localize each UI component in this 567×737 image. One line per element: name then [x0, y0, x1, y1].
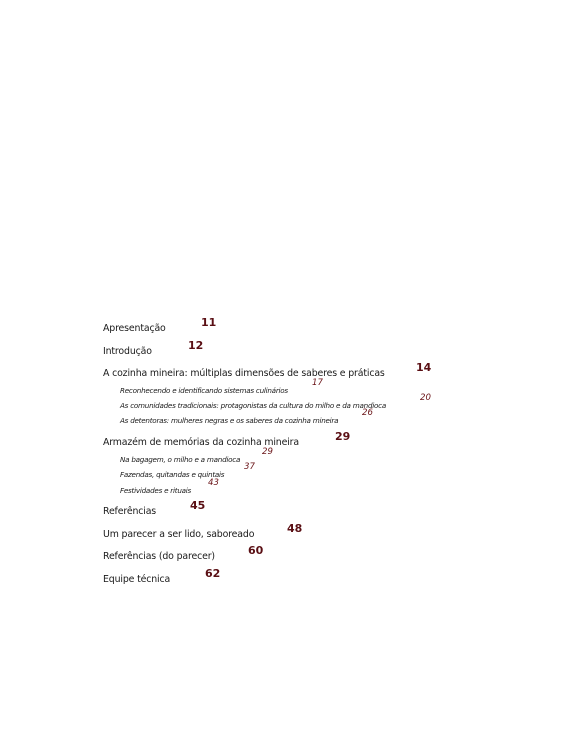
toc-entry-title: Fazendas, quitandas e quintais	[120, 470, 225, 479]
toc-entry-title: As detentoras: mulheres negras e os saberes da cozinha mineira	[120, 416, 339, 425]
toc-entry-title: Festividades e rituais	[120, 486, 192, 495]
toc-entry-title: Reconhecendo e identificando sistemas culinários	[120, 386, 288, 395]
toc-entry-page: 43	[208, 478, 219, 488]
toc-entry-title: Apresentação	[103, 323, 166, 334]
toc-entry-cozinha[interactable]	[103, 361, 432, 379]
toc-entry-title: As comunidades tradicionais: protagonistas da cultura do milho e da mandioca	[120, 401, 387, 410]
toc-entry-page: 12	[188, 339, 204, 352]
toc-entry-title: Armazém de memórias da cozinha mineira	[103, 437, 299, 448]
toc-subentry-armazem-1[interactable]	[120, 447, 273, 465]
toc-subentry-cozinha-1[interactable]	[120, 378, 323, 396]
toc-entry-page: 17	[312, 378, 323, 388]
toc-entry-introducao[interactable]	[103, 339, 204, 357]
toc-entry-title: Equipe técnica	[103, 574, 171, 585]
toc-entry-page: 14	[416, 361, 432, 374]
toc-subentry-cozinha-2[interactable]	[120, 393, 431, 411]
toc-subentry-cozinha-3[interactable]	[120, 408, 373, 426]
toc-entry-parecer[interactable]	[103, 522, 303, 540]
toc-entry-armazem[interactable]	[103, 430, 351, 448]
toc-entry-apresentacao[interactable]	[103, 316, 217, 334]
toc-entry-page: 29	[335, 430, 351, 443]
toc-entry-title: A cozinha mineira: múltiplas dimensões de saberes e práticas	[103, 368, 385, 379]
toc-entry-title: Na bagagem, o milho e a mandioca	[120, 455, 241, 464]
toc-entry-page: 37	[244, 462, 255, 472]
toc-entry-page: 45	[190, 499, 206, 512]
toc-entry-title: Referências (do parecer)	[103, 551, 215, 562]
toc-entry-page: 62	[205, 567, 221, 580]
toc-subentry-armazem-3[interactable]	[120, 478, 219, 496]
toc-entry-page: 29	[262, 447, 273, 457]
toc-entry-title: Introdução	[103, 346, 152, 357]
toc-entry-page: 26	[362, 408, 373, 418]
toc-entry-title: Um parecer a ser lido, saboreado	[103, 529, 255, 540]
toc-entry-page: 11	[201, 316, 217, 329]
toc-entry-equipe[interactable]	[103, 567, 221, 585]
toc-entry-title: Referências	[103, 506, 157, 517]
toc-entry-page: 20	[420, 393, 431, 403]
toc-entry-page: 48	[287, 522, 303, 535]
toc-entry-referencias[interactable]	[103, 499, 206, 517]
toc-entry-referencias-parecer[interactable]	[103, 544, 264, 562]
toc-entry-page: 60	[248, 544, 264, 557]
